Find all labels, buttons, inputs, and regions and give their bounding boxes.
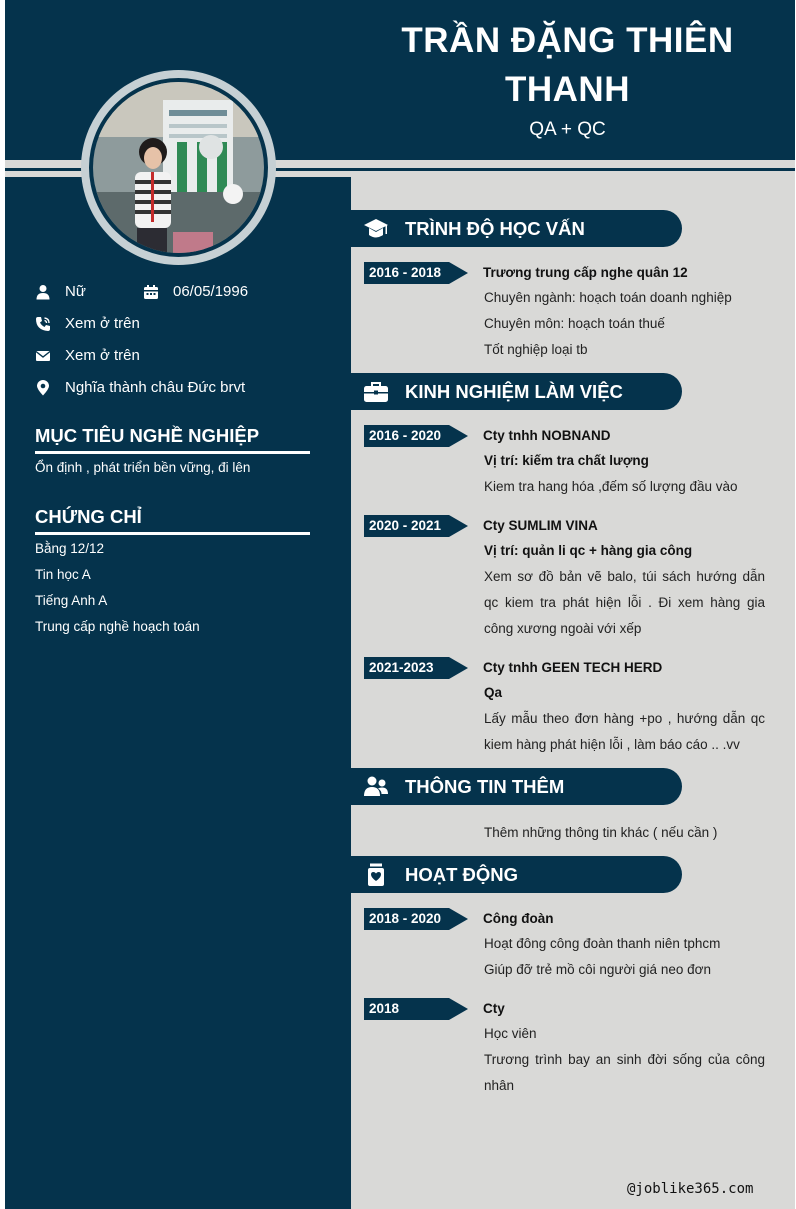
- phone-icon: [35, 316, 51, 332]
- company-name: Cty tnhh GEEN TECH HERD: [483, 660, 663, 675]
- certificate-item: Tiếng Anh A: [35, 593, 108, 608]
- candidate-role: QA + QC: [529, 119, 606, 140]
- activity-date-tag: [364, 908, 471, 930]
- activity-detail: Hoạt đông công đoàn thanh niên tphcm: [484, 936, 721, 951]
- medal-icon: [363, 863, 389, 887]
- experience-title: KINH NGHIỆM LÀM VIỆC: [405, 381, 623, 402]
- contact-phone: [35, 315, 140, 332]
- avatar: [93, 82, 264, 253]
- additional-text: Thêm những thông tin khác ( nếu cần ): [484, 825, 718, 840]
- users-icon: [363, 775, 389, 799]
- job-position: Qa: [484, 685, 503, 700]
- activity-detail: Giúp đỡ trẻ mồ côi người giá neo đơn: [484, 962, 711, 977]
- activity-detail: Học viên: [484, 1026, 537, 1041]
- certificate-item: Trung cấp nghề hoạch toán: [35, 619, 200, 634]
- map-pin-icon: [35, 380, 51, 396]
- user-icon: [35, 284, 51, 300]
- company-name: Cty tnhh NOBNAND: [483, 428, 611, 443]
- certificate-item: Tin học A: [35, 567, 91, 582]
- contact-address: [35, 379, 245, 396]
- education-section-header: [351, 210, 682, 247]
- email-value: Xem ở trên: [65, 347, 140, 364]
- date-label: 2018 - 2020: [369, 911, 442, 926]
- briefcase-icon: [363, 380, 389, 404]
- candidate-name: TRẦN ĐẶNG THIÊN THANH: [401, 21, 734, 109]
- experience-section-header: [351, 373, 682, 410]
- contact-gender: [35, 283, 86, 300]
- activity-description: Trương trình bay an sinh đời sống của công nhân: [484, 1052, 765, 1093]
- company-name: Cty SUMLIM VINA: [483, 518, 598, 533]
- job-description: Lấy mẫu theo đơn hàng +po , hướng dẫn qc kiem hàng phát hiện lỗi , làm báo cáo .. .vv: [484, 711, 765, 752]
- phone-value: Xem ở trên: [65, 315, 140, 332]
- activities-section-header: [351, 856, 682, 893]
- graduation-cap-icon: [363, 217, 389, 241]
- job-position: Vị trí: quản li qc + hàng gia công: [484, 543, 693, 558]
- gender-value: Nữ: [65, 283, 86, 300]
- date-label: 2021-2023: [369, 660, 434, 675]
- date-label: 2018: [369, 1001, 400, 1016]
- date-label: 2016 - 2018: [369, 265, 442, 280]
- school-name: Trương trung cấp nghe quân 12: [483, 265, 688, 280]
- activity-name: Cty: [483, 1001, 505, 1016]
- experience-date-tag: [364, 425, 471, 447]
- birthday-value: 06/05/1996: [173, 283, 249, 300]
- address-value: Nghĩa thành châu Đức brvt: [65, 379, 246, 396]
- activities-title: HOẠT ĐỘNG: [405, 864, 519, 885]
- contact-birthday: [143, 283, 248, 300]
- certificate-item: Bằng 12/12: [35, 541, 105, 556]
- education-detail: Tốt nghiệp loại tb: [484, 342, 588, 357]
- watermark: @joblike365.com: [627, 1181, 754, 1197]
- experience-date-tag: [364, 657, 471, 679]
- education-detail: Chuyên môn: hoạch toán thuế: [484, 316, 665, 331]
- education-date-tag: [364, 262, 471, 284]
- resume-page: [5, 0, 795, 1209]
- certificates-title: CHỨNG CHỈ: [35, 506, 310, 535]
- activity-name: Công đoàn: [483, 911, 554, 926]
- date-label: 2020 - 2021: [369, 518, 442, 533]
- job-description: Xem sơ đồ bản vẽ balo, túi sách hướng dẫn qc kiem tra phát hiện lỗi . Đi xem hàng gia công xương ngoài với xếp: [484, 569, 765, 636]
- calendar-icon: [143, 284, 159, 300]
- envelope-icon: [35, 348, 51, 364]
- activity-date-tag: [364, 998, 471, 1020]
- job-description: Kiem tra hang hóa ,đếm số lượng đầu vào: [484, 479, 738, 494]
- experience-date-tag: [364, 515, 471, 537]
- education-detail: Chuyên ngành: hoạch toán doanh nghiệp: [484, 290, 732, 305]
- education-title: TRÌNH ĐỘ HỌC VẤN: [405, 218, 585, 239]
- date-label: 2016 - 2020: [369, 428, 442, 443]
- objective-title: MỤC TIÊU NGHỀ NGHIỆP: [35, 425, 310, 454]
- additional-section-header: [351, 768, 682, 805]
- job-position: Vị trí: kiếm tra chất lượng: [484, 453, 649, 468]
- objective-text: Ổn định , phát triển bền vững, đi lên: [35, 460, 251, 475]
- contact-email: [35, 347, 140, 364]
- additional-title: THÔNG TIN THÊM: [405, 776, 565, 797]
